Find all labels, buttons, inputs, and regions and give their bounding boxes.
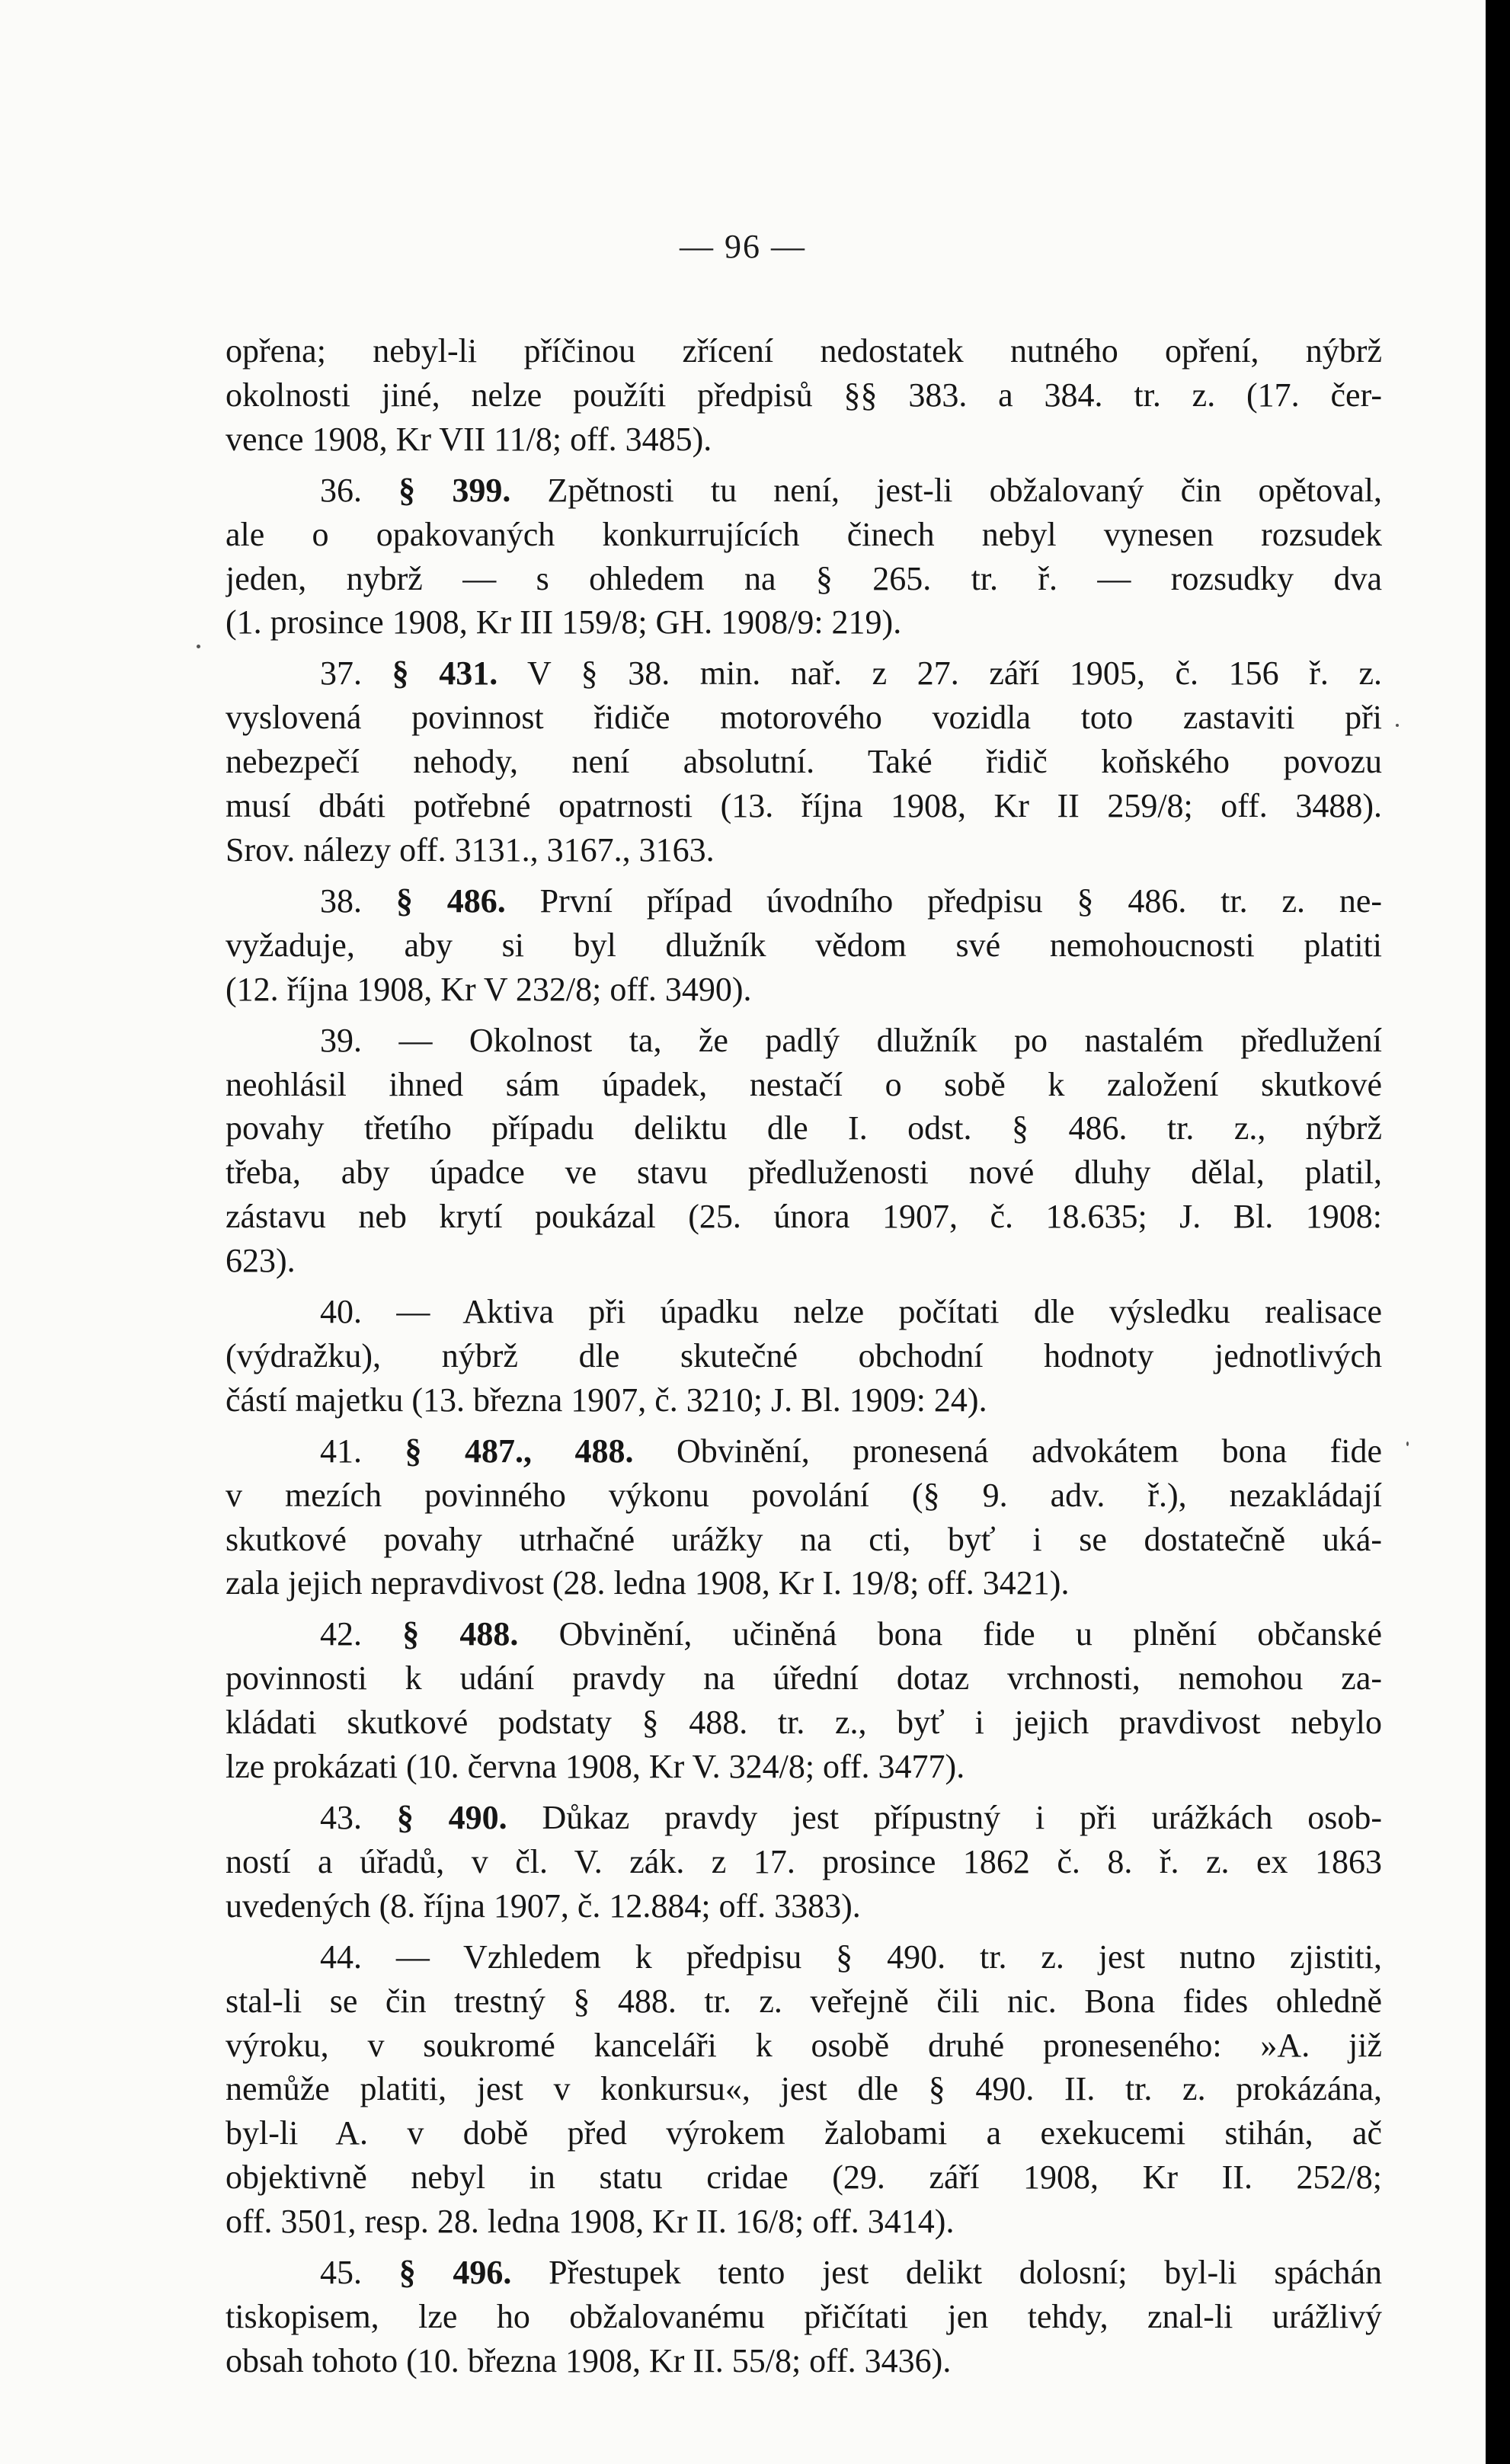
entry-number: 42. <box>320 1615 362 1653</box>
entry-first-line <box>226 1290 1382 1334</box>
entry-number: 37. <box>320 654 362 693</box>
text-line: lze prokázati (10. června 1908, Kr V. 324/8; off. 3477). <box>226 1748 965 1786</box>
text-line: Srov. nálezy off. 3131., 3167., 3163. <box>226 830 715 869</box>
text-line: výroku, v soukromé kanceláři k osobě druhé proneseného: »A. již <box>226 2026 1382 2064</box>
entry-first-line <box>226 1935 1382 1979</box>
text-line: povinnosti k udání pravdy na úřední dotaz vrchnosti, nemohou za- <box>226 1659 1382 1698</box>
entry-number: 45. <box>320 2254 362 2292</box>
text-line: obsah tohoto (10. března 1908, Kr II. 55/8; off. 3436). <box>226 2341 952 2379</box>
text-run: Obvinění, pronesená advokátem bona fide <box>676 1432 1382 1470</box>
entry-continuation <box>226 329 1382 462</box>
scan-speck <box>1406 1442 1409 1446</box>
section-reference: § 487., 488. <box>405 1432 634 1470</box>
entry-45 <box>226 2251 1382 2383</box>
text-line: vyslovená povinnost řidiče motorového vozidla toto zastaviti při <box>226 699 1382 737</box>
scan-speck <box>1396 724 1399 727</box>
section-reference: § 496. <box>398 2254 512 2292</box>
entry-number: 38. <box>320 882 362 920</box>
text-line: tiskopisem, lze ho obžalovanému přičítati jen tehdy, znal-li urážlivý <box>226 2297 1382 2335</box>
section-reference: § 488. <box>402 1615 519 1653</box>
text-line: (12. října 1908, Kr V 232/8; off. 3490). <box>226 970 752 1008</box>
text-run: — Vzhledem k předpisu § 490. tr. z. jest nutno zjistiti, <box>395 1938 1382 1976</box>
text-line: jeden, nybrž — s ohledem na § 265. tr. ř. — rozsudky dva <box>226 559 1382 597</box>
entry-37 <box>226 651 1382 872</box>
section-reference: § 431. <box>392 654 498 693</box>
text-line: nemůže platiti, jest v konkursu«, jest dle § 490. II. tr. z. prokázána, <box>226 2070 1382 2108</box>
entry-first-line <box>226 1612 1382 1656</box>
section-reference: § 399. <box>398 471 511 509</box>
text-line: opřena; nebyl-li příčinou zřícení nedostatek nutného opření, nýbrž <box>226 332 1382 370</box>
entry-number: 39. <box>320 1021 362 1059</box>
scan-speck <box>197 645 200 648</box>
text-run: Zpětnosti tu není, jest-li obžalovaný čin opětoval, <box>547 471 1382 509</box>
text-line: v mezích povinného výkonu povolání (§ 9. adv. ř.), nezakládají <box>226 1476 1382 1514</box>
text-line: vyžaduje, aby si byl dlužník vědom své nemohoucnosti platiti <box>226 926 1382 964</box>
entry-41 <box>226 1429 1382 1606</box>
entry-number: 36. <box>320 471 362 509</box>
entry-44 <box>226 1935 1382 2244</box>
text-line: skutkové povahy utrhačné urážky na cti, byť i se dostatečně uká- <box>226 1520 1382 1558</box>
text-line: povahy třetího případu deliktu dle I. odst. § 486. tr. z., nýbrž <box>226 1109 1382 1147</box>
text-run: — Okolnost ta, že padlý dlužník po nastalém předlužení <box>398 1021 1382 1059</box>
text-line: stal-li se čin trestný § 488. tr. z. veřejně čili nic. Bona fides ohledně <box>226 1982 1382 2020</box>
entry-number: 41. <box>320 1432 362 1470</box>
text-line: kládati skutkové podstaty § 488. tr. z., byť i jejich pravdivost nebylo <box>226 1704 1382 1742</box>
text-line: vence 1908, Kr VII 11/8; off. 3485). <box>226 420 712 458</box>
text-line: nebezpečí nehody, není absolutní. Také řidič koňského povozu <box>226 743 1382 781</box>
text-line: zástavu neb krytí poukázal (25. února 1907, č. 18.635; J. Bl. 1908: <box>226 1198 1382 1236</box>
entry-36 <box>226 469 1382 645</box>
text-line: musí dbáti potřebné opatrnosti (13. října 1908, Kr II 259/8; off. 3488). <box>226 787 1382 825</box>
entry-43 <box>226 1796 1382 1928</box>
text-line: zala jejich nepravdivost (28. ledna 1908, Kr I. 19/8; off. 3421). <box>226 1564 1070 1602</box>
entry-42 <box>226 1612 1382 1789</box>
text-run: V § 38. min. nař. z 27. září 1905, č. 156 ř. z. <box>527 654 1382 693</box>
entry-first-line <box>226 2251 1382 2295</box>
scan-border <box>1486 0 1510 2464</box>
entry-number: 40. <box>320 1293 362 1331</box>
entry-first-line <box>226 1019 1382 1063</box>
text-run: První případ úvodního předpisu § 486. tr. z. ne- <box>539 882 1382 920</box>
text-line: ale o opakovaných konkurrujících činech nebyl vynesen rozsudek <box>226 515 1382 553</box>
entry-first-line <box>226 651 1382 696</box>
text-line: off. 3501, resp. 28. ledna 1908, Kr II. 16/8; off. 3414). <box>226 2203 955 2241</box>
section-reference: § 486. <box>395 882 506 920</box>
entry-38 <box>226 879 1382 1012</box>
text-line: 623). <box>226 1242 296 1280</box>
text-line: částí majetku (13. března 1907, č. 3210; J. Bl. 1909: 24). <box>226 1381 987 1419</box>
entry-number: 44. <box>320 1938 362 1976</box>
text-line: (1. prosince 1908, Kr III 159/8; GH. 1908/9: 219). <box>226 603 902 642</box>
text-line: okolnosti jiné, nelze použíti předpisů §§ 383. a 384. tr. z. (17. čer- <box>226 376 1382 414</box>
text-run: Přestupek tento jest delikt dolosní; byl-li spáchán <box>549 2254 1382 2292</box>
page-body <box>226 329 1382 2390</box>
text-line: ností a úřadů, v čl. V. zák. z 17. prosince 1862 č. 8. ř. z. ex 1863 <box>226 1842 1382 1880</box>
text-line: třeba, aby úpadce ve stavu předluženosti nové dluhy dělal, platil, <box>226 1154 1382 1192</box>
text-run: Obvinění, učiněná bona fide u plnění občanské <box>558 1615 1382 1653</box>
text-line: uvedených (8. října 1907, č. 12.884; off. 3383). <box>226 1886 861 1925</box>
entry-first-line <box>226 469 1382 513</box>
entry-40 <box>226 1290 1382 1422</box>
text-line: (výdražku), nýbrž dle skutečné obchodní hodnoty jednotlivých <box>226 1336 1382 1374</box>
text-line: neohlásil ihned sám úpadek, nestačí o sobě k založení skutkové <box>226 1065 1382 1103</box>
section-reference: § 490. <box>396 1799 507 1836</box>
page-number: — 96 — <box>680 228 806 265</box>
entry-first-line <box>226 1796 1382 1840</box>
text-run: — Aktiva při úpadku nelze počítati dle výsledku realisace <box>396 1293 1382 1331</box>
text-line: byl-li A. v době před výrokem žalobami a exekucemi stihán, ač <box>226 2114 1382 2152</box>
text-line: objektivně nebyl in statu cridae (29. září 1908, Kr II. 252/8; <box>226 2158 1382 2197</box>
entry-number: 43. <box>320 1799 362 1836</box>
entry-39 <box>226 1019 1382 1283</box>
text-run: Důkaz pravdy jest přípustný i při urážkách osob- <box>542 1799 1382 1836</box>
entry-first-line <box>226 1429 1382 1474</box>
entry-first-line <box>226 879 1382 923</box>
